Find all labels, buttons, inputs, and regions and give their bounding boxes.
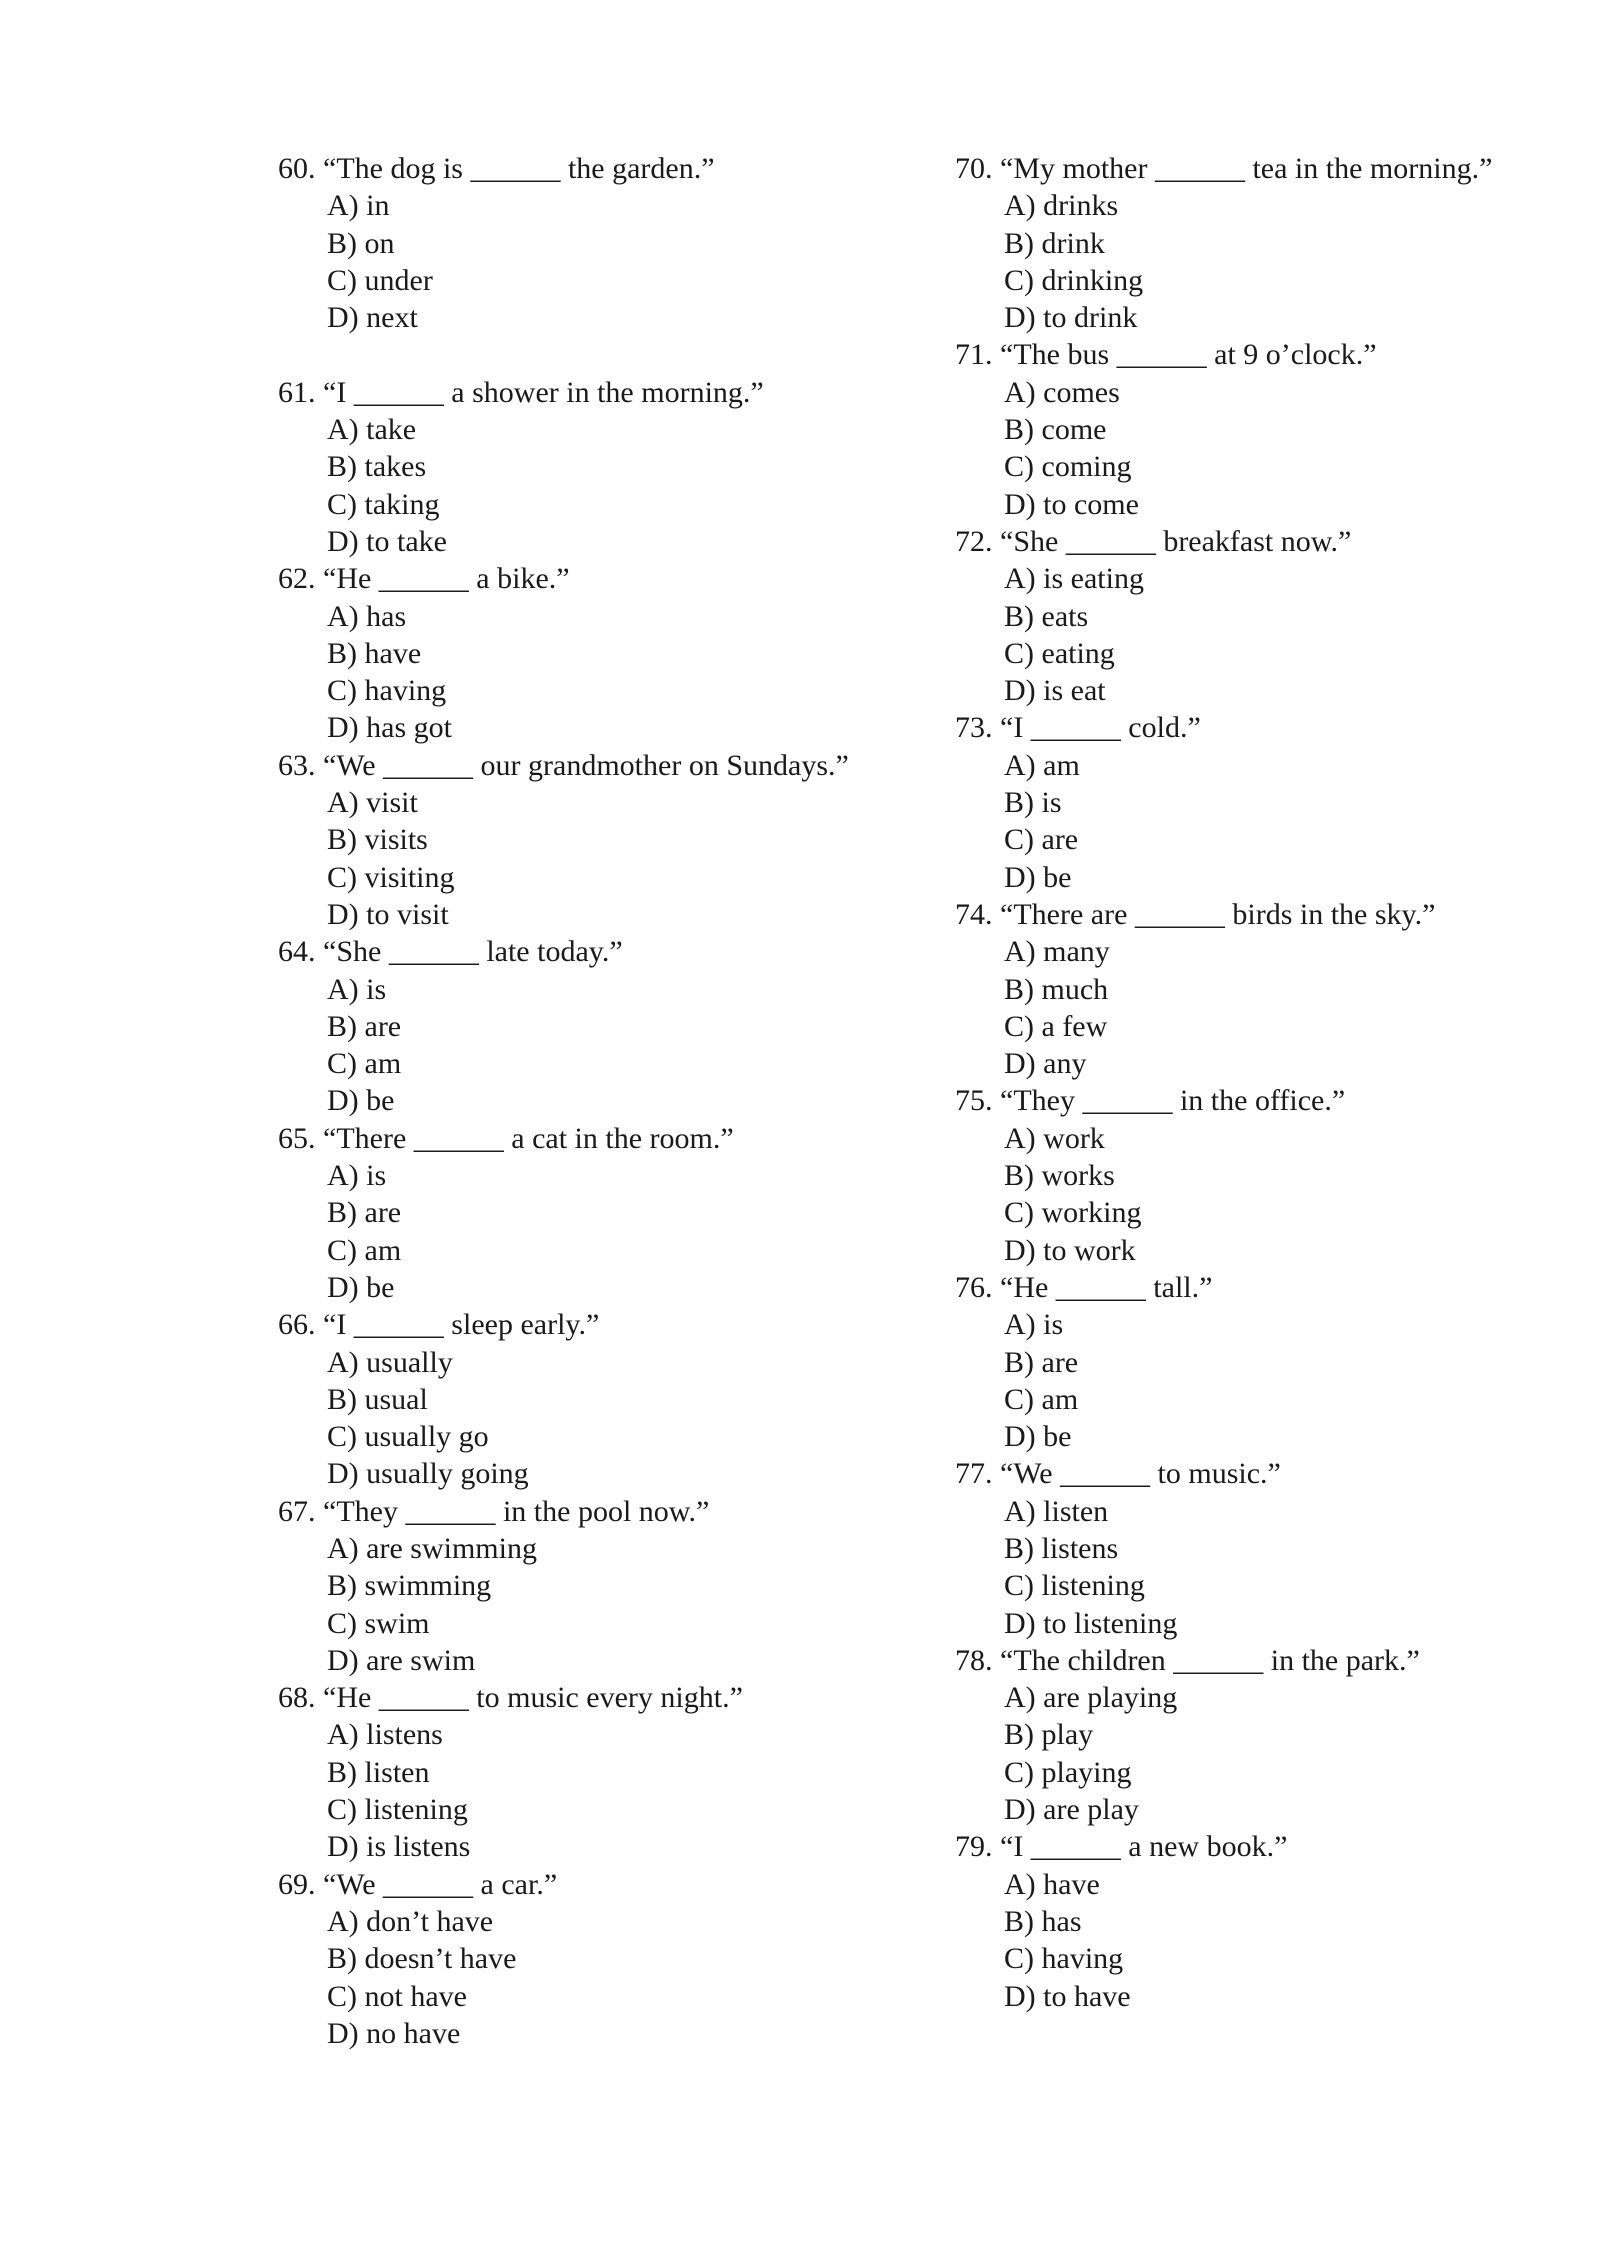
answer-option: D) to come	[1004, 487, 1139, 521]
answer-option: A) has	[327, 599, 407, 633]
answer-option: D) has got	[327, 711, 452, 745]
question-71	[955, 336, 1555, 522]
question-number: 62.	[278, 562, 316, 596]
answer-option: A) take	[327, 413, 417, 447]
answer-option: C) under	[327, 263, 433, 297]
answer-option: A) is	[327, 972, 387, 1006]
answer-option: B) works	[1004, 1159, 1115, 1193]
question-number: 79.	[955, 1830, 993, 1864]
question-text: “I ______ sleep early.”	[323, 1308, 600, 1342]
answer-option: D) to work	[1004, 1233, 1136, 1267]
answer-option: C) eating	[1004, 636, 1115, 670]
question-64	[278, 933, 898, 1119]
question-73	[955, 709, 1555, 895]
answer-option: C) swim	[327, 1606, 430, 1640]
answer-option: C) listening	[1004, 1569, 1145, 1603]
answer-option: A) am	[1004, 748, 1080, 782]
answer-option: B) are	[327, 1196, 402, 1230]
question-63	[278, 747, 898, 933]
question-stem	[278, 560, 898, 597]
answer-option: D) is eat	[1004, 674, 1106, 708]
question-number: 70.	[955, 152, 993, 185]
question-stem	[955, 1269, 1555, 1306]
question-number: 67.	[278, 1494, 316, 1528]
answer-option: B) much	[1004, 972, 1109, 1006]
answer-option: A) comes	[1004, 375, 1120, 409]
answer-option: C) coming	[1004, 450, 1132, 484]
answer-option: C) am	[1004, 1382, 1079, 1416]
question-text: “They ______ in the office.”	[1000, 1084, 1346, 1118]
answer-option: C) drinking	[1004, 263, 1144, 297]
answer-option: A) listens	[327, 1718, 443, 1752]
answer-option: C) am	[327, 1047, 402, 1081]
answer-option: A) usually	[327, 1345, 453, 1379]
question-number: 77.	[955, 1457, 993, 1491]
question-stem	[955, 1828, 1555, 1865]
answer-option: D) be	[327, 1084, 395, 1118]
question-text: “I ______ cold.”	[1000, 711, 1201, 745]
answer-option: B) takes	[327, 450, 427, 484]
question-text: “The bus ______ at 9 o’clock.”	[1000, 338, 1377, 372]
answer-option: B) visits	[327, 823, 428, 857]
question-stem	[278, 1679, 898, 1716]
answer-option: A) have	[1004, 1867, 1100, 1901]
question-74	[955, 896, 1555, 1082]
question-text: “She ______ late today.”	[323, 935, 623, 969]
question-text: “There are ______ birds in the sky.”	[1000, 897, 1436, 931]
question-number: 63.	[278, 748, 316, 782]
question-stem	[278, 747, 898, 784]
answer-option: B) have	[327, 636, 422, 670]
question-stem	[278, 1120, 898, 1157]
question-stem	[278, 933, 898, 970]
answer-option: D) is listens	[327, 1830, 471, 1864]
answer-option: C) having	[1004, 1942, 1124, 1976]
answer-option: C) listening	[327, 1793, 468, 1827]
question-79	[955, 1828, 1555, 2014]
answer-option: C) not have	[327, 1979, 467, 2013]
answer-option: B) come	[1004, 413, 1107, 447]
answer-option: A) many	[1004, 935, 1110, 969]
answer-option: B) drink	[1004, 226, 1105, 260]
question-70	[955, 150, 1555, 336]
question-text: “The dog is ______ the garden.”	[323, 152, 715, 185]
question-60	[278, 150, 898, 336]
answer-option: A) is	[1004, 1308, 1064, 1342]
question-67	[278, 1493, 898, 1679]
question-76	[955, 1269, 1555, 1455]
answer-option: D) usually going	[327, 1457, 529, 1491]
left-question-column	[278, 150, 898, 2052]
question-stem	[955, 336, 1555, 373]
question-number: 60.	[278, 152, 316, 185]
answer-option: A) is eating	[1004, 562, 1144, 596]
answer-option: D) to visit	[327, 897, 449, 931]
question-text: “There ______ a cat in the room.”	[323, 1121, 734, 1155]
question-75	[955, 1082, 1555, 1268]
question-number: 65.	[278, 1121, 316, 1155]
question-stem	[955, 896, 1555, 933]
answer-option: C) are	[1004, 823, 1079, 857]
question-stem	[278, 150, 898, 187]
answer-option: C) taking	[327, 487, 440, 521]
question-text: “He ______ tall.”	[1000, 1270, 1213, 1304]
question-text: “He ______ a bike.”	[323, 562, 570, 596]
answer-option: C) working	[1004, 1196, 1142, 1230]
question-number: 74.	[955, 897, 993, 931]
answer-option: A) drinks	[1004, 189, 1119, 223]
question-stem	[955, 1642, 1555, 1679]
answer-option: D) be	[1004, 1420, 1072, 1454]
answer-option: B) listens	[1004, 1531, 1119, 1565]
answer-option: A) don’t have	[327, 1904, 494, 1938]
answer-option: C) usually go	[327, 1420, 489, 1454]
answer-option: D) to drink	[1004, 301, 1138, 335]
answer-option: B) play	[1004, 1718, 1094, 1752]
answer-option: D) are play	[1004, 1793, 1139, 1827]
question-number: 76.	[955, 1270, 993, 1304]
question-69	[278, 1866, 898, 2052]
question-stem	[955, 1082, 1555, 1119]
answer-option: B) swimming	[327, 1569, 492, 1603]
answer-option: D) any	[1004, 1047, 1087, 1081]
answer-option: D) next	[327, 301, 418, 335]
answer-option: B) on	[327, 226, 395, 260]
question-number: 72.	[955, 524, 993, 558]
answer-option: C) playing	[1004, 1755, 1132, 1789]
answer-option: B) are	[327, 1009, 402, 1043]
answer-option: D) be	[327, 1270, 395, 1304]
answer-option: A) listen	[1004, 1494, 1109, 1528]
answer-option: C) having	[327, 674, 447, 708]
answer-option: D) are swim	[327, 1643, 476, 1677]
answer-option: D) to take	[327, 524, 447, 558]
question-stem	[955, 523, 1555, 560]
question-text: “The children ______ in the park.”	[1000, 1643, 1420, 1677]
answer-option: C) am	[327, 1233, 402, 1267]
question-number: 71.	[955, 338, 993, 372]
question-number: 73.	[955, 711, 993, 745]
question-number: 64.	[278, 935, 316, 969]
answer-option: B) usual	[327, 1382, 428, 1416]
question-72	[955, 523, 1555, 709]
question-text: “I ______ a new book.”	[1000, 1830, 1288, 1864]
question-number: 75.	[955, 1084, 993, 1118]
question-number: 69.	[278, 1867, 316, 1901]
question-66	[278, 1306, 898, 1492]
answer-option: A) visit	[327, 786, 418, 820]
question-text: “He ______ to music every night.”	[323, 1681, 743, 1715]
question-77	[955, 1455, 1555, 1641]
question-78	[955, 1642, 1555, 1828]
answer-option: B) is	[1004, 786, 1062, 820]
question-stem	[278, 374, 898, 411]
question-stem	[955, 150, 1555, 187]
question-text: “She ______ breakfast now.”	[1000, 524, 1352, 558]
answer-option: D) no have	[327, 2016, 461, 2050]
question-text: “We ______ to music.”	[1000, 1457, 1281, 1491]
question-68	[278, 1679, 898, 1865]
question-number: 66.	[278, 1308, 316, 1342]
answer-option: D) to have	[1004, 1979, 1131, 2013]
question-text: “We ______ a car.”	[323, 1867, 558, 1901]
question-stem	[278, 1493, 898, 1530]
question-number: 78.	[955, 1643, 993, 1677]
answer-option: A) in	[327, 189, 390, 223]
question-text: “They ______ in the pool now.”	[323, 1494, 710, 1528]
question-stem	[278, 1866, 898, 1903]
question-number: 61.	[278, 375, 316, 409]
question-text: “I ______ a shower in the morning.”	[323, 375, 764, 409]
answer-option: B) has	[1004, 1904, 1082, 1938]
question-stem	[955, 709, 1555, 746]
answer-option: B) listen	[327, 1755, 430, 1789]
answer-option: A) are swimming	[327, 1531, 537, 1565]
answer-option: D) to listening	[1004, 1606, 1178, 1640]
question-text: “We ______ our grandmother on Sundays.”	[323, 748, 849, 782]
answer-option: B) are	[1004, 1345, 1079, 1379]
answer-option: B) eats	[1004, 599, 1089, 633]
question-65	[278, 1120, 898, 1306]
question-61	[278, 374, 898, 560]
right-question-column	[955, 150, 1555, 2015]
answer-option: B) doesn’t have	[327, 1942, 517, 1976]
question-number: 68.	[278, 1681, 316, 1715]
question-62	[278, 560, 898, 746]
answer-option: A) work	[1004, 1121, 1105, 1155]
answer-option: A) are playing	[1004, 1681, 1178, 1715]
answer-option: D) be	[1004, 860, 1072, 894]
answer-option: C) visiting	[327, 860, 455, 894]
answer-option: C) a few	[1004, 1009, 1108, 1043]
question-text: “My mother ______ tea in the morning.”	[1000, 152, 1493, 185]
question-stem	[278, 1306, 898, 1343]
question-stem	[955, 1455, 1555, 1492]
answer-option: A) is	[327, 1159, 387, 1193]
